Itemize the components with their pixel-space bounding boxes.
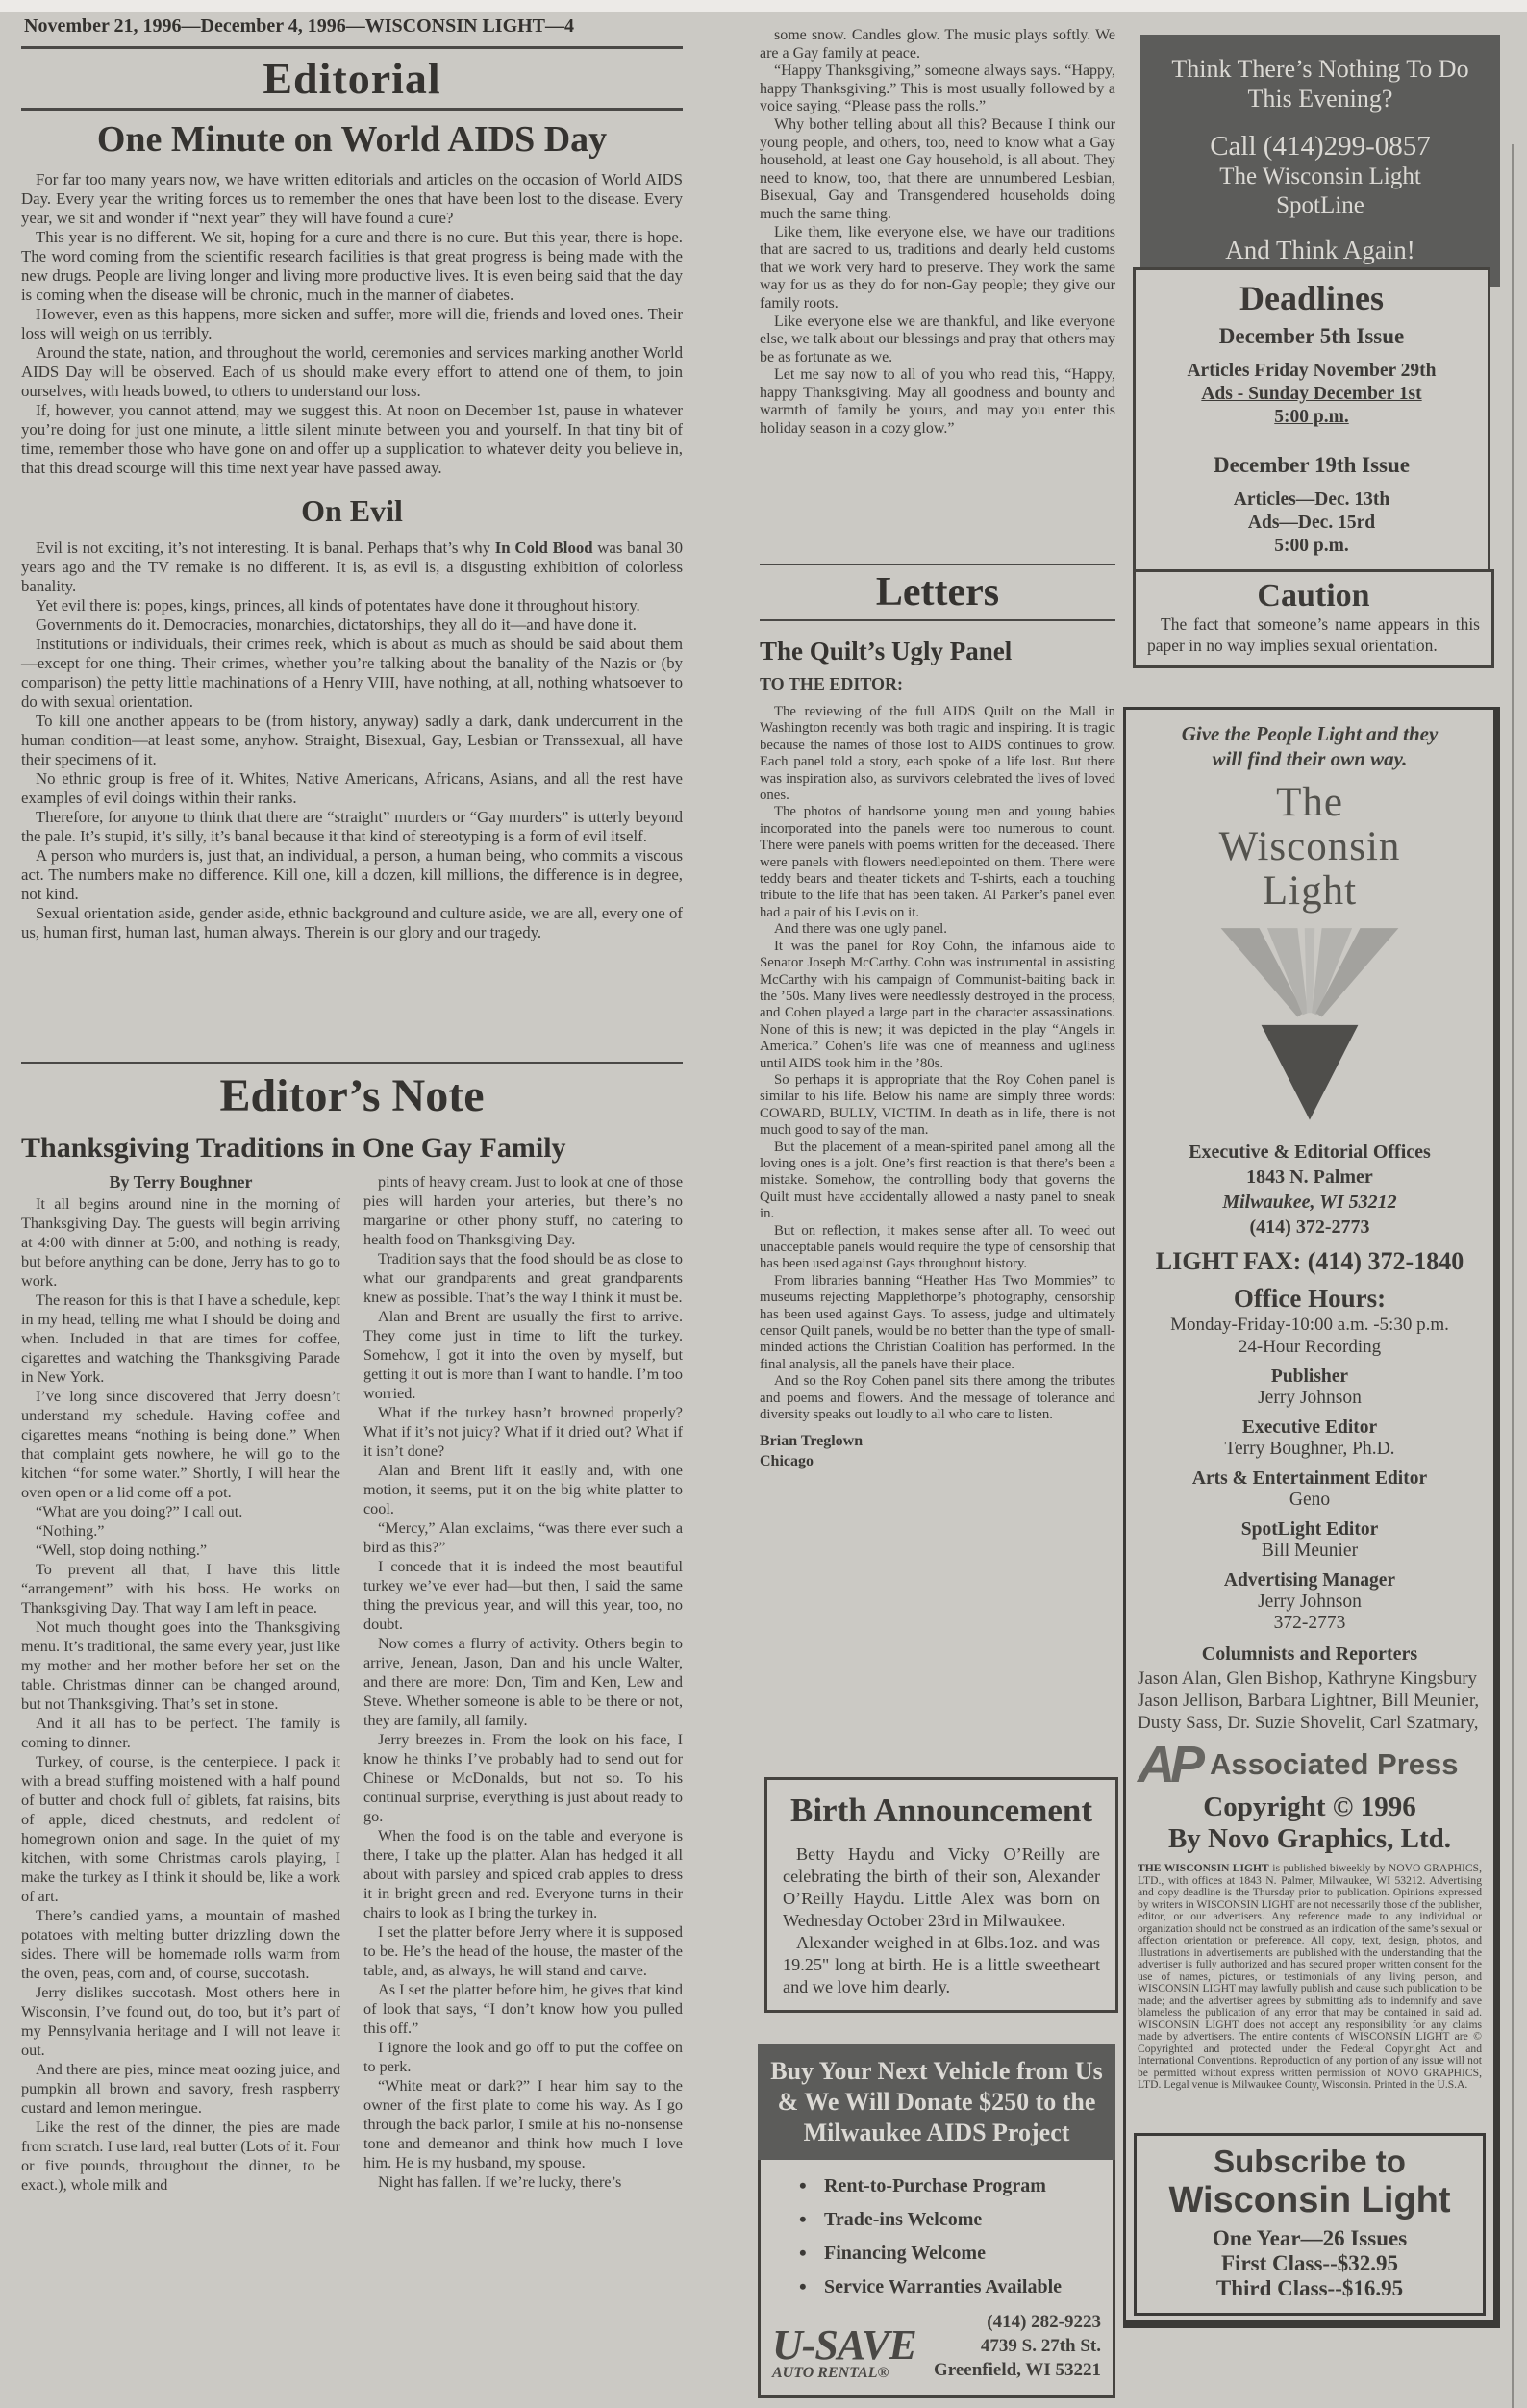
spotline-tagline: And Think Again! bbox=[1225, 236, 1415, 264]
letters-section bbox=[760, 560, 1115, 1471]
story-paragraph: I’ve long since discovered that Jerry doesn’t understand my schedule. Having coffee and cigarettes means “nothing is being done.” When that complaint gets nowhere, he will go to the kitchen “for some water.” Shortly, I will hear the oven open or a lid come off a pot. bbox=[21, 1388, 340, 1501]
on-evil-paragraph: Yet evil there is: popes, kings, princes, all kinds of potentates have done it throughout history. bbox=[36, 596, 640, 615]
usave-footer bbox=[772, 2310, 1101, 2382]
col1-paragraphs bbox=[21, 1194, 340, 2195]
office-city: Milwaukee, WI 53212 bbox=[1222, 1191, 1397, 1213]
editors-note-col2 bbox=[363, 1172, 683, 2195]
birth-body bbox=[783, 1844, 1100, 1998]
story-paragraph: Alan and Brent lift it easily and, with one motion, it seems, put it on the big white platter to cool. bbox=[363, 1462, 683, 1518]
staff-entry bbox=[1138, 1519, 1482, 1562]
editors-note-section bbox=[21, 1058, 683, 2404]
story-paragraph: Like everyone else we are thankful, and like everyone else, we talk about our blessings and pray that others may be as fortunate as we. bbox=[760, 313, 1115, 365]
editorial-paragraph: Around the state, nation, and throughout the world, ceremonies and services marking another World AIDS Day will be observed. Each of us should make every effort to attend one of them, to join ourselves, with heads bowed, to others to understand our loss. bbox=[21, 343, 683, 400]
staff-entry bbox=[1138, 1417, 1482, 1460]
spotline-name1: The Wisconsin Light bbox=[1219, 163, 1421, 189]
story-paragraph: Why bother telling about all this? Because I think our young people, and others, too, need to know what a Gay household, at least one Gay household, is all about. They need to know, too, that there are unnumbered Lesbian, Bisexual, Gay and Transgendered households doing much the same thing. bbox=[760, 115, 1115, 222]
story-paragraph: I concede that it is indeed the most beautiful turkey we’ve ever had—but then, I said the same thing the previous year, and will this year, too, no doubt. bbox=[363, 1558, 683, 1633]
deadlines-title: Deadlines bbox=[1239, 279, 1384, 317]
letter-paragraph: So perhaps it is appropriate that the Roy Cohen panel is similar to his life. Below his name are simply three words: COWARD, BULLY, VICTIM. In death as in life, there is not much good to say of the man. bbox=[760, 1071, 1115, 1139]
editorial-paragraph: If, however, you cannot attend, may we suggest this. At noon on December 1st, pause in whatever you’re doing for just one minute, a little silent minute between you and yourself. In that tiny bit of time, remember those who have gone on and offer up a supplication to whatever deity you believe in, that this dread scourge will this time next year have passed away. bbox=[21, 401, 683, 477]
wisconsin-light-logo bbox=[1138, 921, 1482, 1138]
issue1-time: 5:00 p.m. bbox=[1274, 407, 1349, 427]
spotline-name2: SpotLine bbox=[1276, 192, 1364, 218]
usave-bullet: • Service Warranties Available bbox=[799, 2276, 1101, 2298]
letter-headline: The Quilt’s Ugly Panel bbox=[760, 637, 1013, 665]
caution-box bbox=[1133, 569, 1494, 668]
on-evil-paragraph: Therefore, for anyone to think that there are “straight” murders or “Gay murders” is utterly beyond the pale. It’s stupid, it’s silly, it’s banal because it that kind of stereotyping is a form of evil itself. bbox=[21, 808, 683, 845]
caution-body: The fact that someone’s name appears in this paper in no way implies sexual orientation. bbox=[1147, 615, 1480, 655]
associated-press-row bbox=[1138, 1736, 1482, 1793]
editors-note-col1 bbox=[21, 1172, 340, 2195]
letter-body bbox=[760, 704, 1115, 1423]
on-evil-paragraph: A person who murders is, just that, an individual, a person, a human being, who commits a viscous act. The numbers make no difference. Kill one, kill a dozen, kill millions, the difference is in degree, not kind. bbox=[21, 846, 683, 903]
letter-paragraph: From libraries banning “Heather Has Two Mommies” to museums rejecting Mapplethorpe’s photography, censorship has been used against Gays. To assess, judge and ultimately censor Quilt panels, would be no better than the type of small-minded actions the Christian Coalition has performed. In the final analysis, all the panels have their place. bbox=[760, 1272, 1115, 1372]
letter-paragraph: The reviewing of the full AIDS Quilt on the Mall in Washington recently was both tragic and inspiring. It is tragic because the names of those lost to AIDS continues to grow. Each panel told a story, each spoke of a life lost. But there was inspiration also, as survivors celebrated the lives of loved ones. bbox=[760, 704, 1115, 804]
story-paragraph: Now comes a flurry of activity. Others begin to arrive, Jenean, Jason, Dan and his uncle Walter, and there are more: Don, Tim and Ken, Lew and Steve. Whether someone is able to be there or not, they are family, all family. bbox=[363, 1635, 683, 1729]
page-header: November 21, 1996—December 4, 1996—WISCONSIN LIGHT—4 bbox=[24, 15, 575, 37]
staff-role: Publisher bbox=[1270, 1367, 1349, 1387]
story-paragraph: To prevent all that, I have this little “arrangement” with his boss. He works on Thanksgiving Day. That way I am left in peace. bbox=[21, 1561, 340, 1617]
subscribe-line1: Subscribe to bbox=[1214, 2144, 1406, 2179]
issue1-articles: Articles Friday November 29th bbox=[1187, 361, 1437, 381]
staff-role: SpotLight Editor bbox=[1240, 1519, 1379, 1540]
divider bbox=[21, 108, 683, 111]
story-paragraph: “Nothing.” bbox=[36, 1522, 105, 1540]
story-paragraph: What if the turkey hasn’t browned properly? What if it’s not juicy? What if it dried out? What if it isn’t done? bbox=[363, 1404, 683, 1460]
col3-paragraphs bbox=[760, 27, 1115, 439]
editorial-paragraph: For far too many years now, we have written editorials and articles on the occasion of World AIDS Day. Every year the writing forces us to remember the ones that have been lost to the disease. Every year, we sit and wonder if “next year” they will have found a cure? bbox=[21, 170, 683, 227]
divider bbox=[21, 46, 683, 49]
usave-ad-headline: Buy Your Next Vehicle from Us & We Will Donate $250 to the Milwaukee AIDS Project bbox=[758, 2044, 1115, 2160]
staff-name: Jerry Johnson bbox=[1258, 1388, 1362, 1408]
editorial-headline: One Minute on World AIDS Day bbox=[96, 119, 608, 160]
ap-logo-icon: AP bbox=[1138, 1736, 1201, 1793]
scan-artifact-top bbox=[0, 0, 1527, 12]
story-paragraph: some snow. Candles glow. The music plays softly. We are a Gay family at peace. bbox=[760, 27, 1115, 62]
story-paragraph: “Happy Thanksgiving,” someone always says. “Happy, happy Thanksgiving.” This is most usually followed by a voice saying, “Please pass the rolls.” bbox=[760, 63, 1115, 115]
usave-ad-body bbox=[758, 2160, 1115, 2398]
byline: By Terry Boughner bbox=[109, 1172, 253, 1191]
caution-title: Caution bbox=[1257, 578, 1370, 614]
columnists-heading: Columnists and Reporters bbox=[1201, 1643, 1418, 1665]
on-evil-headline: On Evil bbox=[301, 493, 403, 528]
office-hours-line1: Monday-Friday-10:00 a.m. -5:30 p.m. bbox=[1170, 1315, 1449, 1335]
on-evil-paragraph: To kill one another appears to be (from history, anyway) sadly a dark, dank undercurrent in the human condition—at least some, anyhow. Straight, Bisexual, Gay, Lesbian or Transsexual, all have their specimens of it. bbox=[21, 712, 683, 768]
staff-role: Executive Editor bbox=[1241, 1417, 1378, 1438]
signature-city: Chicago bbox=[760, 1453, 814, 1470]
staff-name: Geno bbox=[1289, 1490, 1331, 1510]
usave-brand-sub: AUTO RENTAL® bbox=[772, 2365, 889, 2381]
usave-bullet: • Trade-ins Welcome bbox=[799, 2209, 1101, 2231]
book-title-bold: In Cold Blood bbox=[494, 539, 593, 557]
usave-ad bbox=[758, 2044, 1115, 2398]
fine-print-body: is published biweekly by NOVO GRAPHICS, LTD., with offices at 1843 N. Palmer, Milwaukee, WI 53212. Advertising and copy deadline is the Thursday prior to publication. Opinions expressed by writers in WISCONSIN LIGHT are not necessarily those of the publisher, editor, or our advertisers. Any reference made to any individual or organization should not be construed as an indication of the same’s sexual or affection orientation or preference. All copy, text, design, photos, and illustrations in advertisements are published with the understanding that the advertiser is fully authorized and has secured proper written consent for the use of names, pictures, or testimonials of any living person, and WISCONSIN LIGHT may lawfully publish and cause such publication to be made; and the advertiser agrees by submitting ads to indemnify and save blameless the publication of any error that may be contained in said ad. WISCONSIN LIGHT does not accept any responsibility for any claims made by advertisers. The entire contents of WISCONSIN LIGHT are © Copyrighted and protected under the Federal Copyright Act and International Conventions. Reproduction of any portion of any issue will not be permitted without express written permission of NOVO GRAPHICS, LTD. Legal venue is Milwaukee County, Wisconsin. Printed in the U.S.A. bbox=[1138, 1863, 1482, 2091]
letter-paragraph: And there was one ugly panel. bbox=[774, 921, 947, 938]
on-evil-body bbox=[21, 539, 683, 942]
issue1-name: December 5th Issue bbox=[1218, 324, 1405, 348]
paper-name-line3: Light bbox=[1262, 868, 1358, 914]
story-paragraph: The reason for this is that I have a schedule, kept in my head, telling me what I should be doing and when. Included in that are times for coffee, cigarettes and watching the Thanksgiving Parade in New York. bbox=[21, 1292, 340, 1386]
divider bbox=[760, 619, 1115, 621]
birth-title: Birth Announcement bbox=[789, 1792, 1093, 1829]
on-evil-paragraph: No ethnic group is free of it. Whites, Native Americans, Africans, Asians, and all the rest have examples of evil doings within their ranks. bbox=[21, 769, 683, 807]
story-paragraph: Like the rest of the dinner, the pies are made from scratch. I use lard, real butter (Lots of it. Four or five pounds, throughout the dinner, to be exact.), whole milk and bbox=[21, 2119, 340, 2194]
story-paragraph: Tradition says that the food should be as close to what our grandparents and great grandparents knew as possible. That’s the way I think it must be. bbox=[363, 1250, 683, 1306]
usave-brand: U-SAVE bbox=[772, 2321, 916, 2369]
divider bbox=[760, 564, 1115, 565]
story-paragraph: Jerry dislikes succotash. Most others here in Wisconsin, I’ve found out, do too, but it’s part of my Pennsylvania heritage and I will not leave it out. bbox=[21, 1984, 340, 2059]
staff-role: Advertising Manager bbox=[1223, 1570, 1396, 1591]
subscribe-box bbox=[1134, 2133, 1486, 2316]
usave-contact bbox=[934, 2310, 1101, 2382]
light-rays-triangle-icon bbox=[1209, 921, 1411, 1133]
letters-title: Letters bbox=[875, 570, 1000, 615]
letter-paragraph: It was the panel for Roy Cohn, the infamous aide to Senator Joseph McCarthy. Cohn was instrumental in assisting McCarthy with his campaign of Communist-baiting back in the ’50s. Many lives were needlessly destroyed in the process, and Cohen played a large part in the character assassinations. None of this is new; it was depicted in the play “Angels in America.” Cohen’s life was one of meanness and ugliness until AIDS took him in the ’80s. bbox=[760, 938, 1115, 1071]
story-paragraph: “Well, stop doing nothing.” bbox=[36, 1542, 208, 1559]
masthead-slogan-line1: Give the People Light and they bbox=[1181, 722, 1439, 745]
signature-name: Brian Treglown bbox=[760, 1433, 864, 1450]
story-paragraph: “What are you doing?” I call out. bbox=[36, 1503, 243, 1520]
copyright-line1: Copyright © 1996 bbox=[1203, 1792, 1416, 1822]
staff-name: Terry Boughner, Ph.D. bbox=[1224, 1439, 1395, 1459]
deadlines-box bbox=[1133, 267, 1490, 575]
story-paragraph: I set the platter before Jerry where it is supposed to be. He’s the head of the house, the master of the table, and, as always, he will stand and carve. bbox=[363, 1923, 683, 1979]
usave-address2: Greenfield, WI 53221 bbox=[934, 2360, 1101, 2380]
issue1-ads: Ads - Sunday December 1st bbox=[1201, 384, 1422, 404]
subscribe-line2: Wisconsin Light bbox=[1168, 2180, 1451, 2220]
office-hours-heading: Office Hours: bbox=[1233, 1284, 1387, 1313]
story-paragraph: Turkey, of course, is the centerpiece. I pack it with a bread stuffing moistened with a half pound of butter and chock full of giblets, fat raisins, bits of apple, diced chestnuts, and redolent of homegrown onion and sage. In the quiet of my kitchen, with some Christmas carols playing, I make the turkey as I think it should be, like a work of art. bbox=[21, 1753, 340, 1905]
story-paragraph: And it all has to be perfect. The family is coming to dinner. bbox=[21, 1715, 340, 1751]
story-paragraph: Not much thought goes into the Thanksgiving menu. It’s traditional, the same every year, just like my mother and her mother before her set on the table. Christmas dinner can be changed around, but not Thanksgiving. That’s set in stone. bbox=[21, 1618, 340, 1713]
staff-name: Jerry Johnson bbox=[1258, 1592, 1362, 1612]
on-evil-paragraphs bbox=[21, 596, 683, 942]
editorial-body bbox=[21, 170, 683, 478]
editors-note-columns bbox=[21, 1172, 683, 2195]
text-run: Evil is not exciting, it’s not interesting. It is banal. Perhaps that’s why bbox=[36, 539, 495, 557]
col2-paragraphs bbox=[363, 1172, 683, 2192]
issue2-deadlines bbox=[1143, 489, 1480, 557]
issue2-articles: Articles—Dec. 13th bbox=[1233, 489, 1390, 510]
staff-entry bbox=[1138, 1570, 1482, 1634]
story-paragraph: “Mercy,” Alan exclaims, “was there ever such a bird as this?” bbox=[363, 1519, 683, 1556]
on-evil-paragraph: Sexual orientation aside, gender aside, ethnic background and culture aside, we are all, every one of us, human first, human last, human always. Therein is our glory and our tragedy. bbox=[21, 904, 683, 941]
office-phone: (414) 372-2773 bbox=[1249, 1217, 1370, 1238]
editors-note-title: Editor’s Note bbox=[219, 1070, 485, 1121]
paper-name-line2: Wisconsin bbox=[1218, 824, 1401, 869]
usave-bullet-list bbox=[772, 2175, 1101, 2298]
staff-phone: 372-2773 bbox=[1273, 1613, 1346, 1633]
usave-bullet: • Financing Welcome bbox=[799, 2243, 1101, 2265]
usave-phone: (414) 282-9223 bbox=[987, 2312, 1101, 2332]
issue2-ads: Ads—Dec. 15rd bbox=[1247, 513, 1376, 533]
birth-announcement-box bbox=[764, 1777, 1118, 2013]
usave-address1: 4739 S. 27th St. bbox=[980, 2336, 1101, 2356]
offices-heading: Executive & Editorial Offices bbox=[1189, 1141, 1431, 1163]
fax-number: LIGHT FAX: (414) 372-1840 bbox=[1155, 1247, 1464, 1275]
story-paragraph: pints of heavy cream. Just to look at one of those pies will harden your arteries, but there’s no margarine or other phony stuff, no catering to health food on Thanksgiving Day. bbox=[363, 1173, 683, 1248]
story-continuation-column bbox=[760, 27, 1115, 551]
story-paragraph: “White meat or dark?” I hear him say to the owner of the first plate to come his way. As I go through the back parlor, I smile at his no-nonsense tone and demeanor and think how much I love him. He is my husband, my spouse. bbox=[363, 2077, 683, 2171]
masthead-box bbox=[1123, 707, 1500, 2328]
scan-artifact-edge bbox=[1512, 144, 1514, 2408]
story-paragraph: When the food is on the table and everyone is there, I take up the platter. Alan has hedged it all about with parsley and spiced crab apples to dress it in bright green and red. Everyone turns in their chairs to look as I bring the turkey in. bbox=[363, 1827, 683, 1921]
story-paragraph: Like them, like everyone else, we have our traditions that are sacred to us, traditions and dearly held customs that we work very hard to preserve. They work the same way for us as they do for non-Gay people; they give our family roots. bbox=[760, 223, 1115, 312]
text-run: was banal 30 years ago and the TV remake is no different. It is, as evil is, a disgusting exhibition of colorless banality. bbox=[21, 539, 683, 595]
story-paragraph: Let me say now to all of you who read this, “Happy, happy Thanksgiving. May all goodness and bounty and warmth of family be yours, and may you enter this holiday season in a cozy glow.” bbox=[760, 366, 1115, 438]
editorial-section bbox=[21, 42, 683, 942]
on-evil-paragraph: Institutions or individuals, their crimes reek, which is about as much as should be said about them—except for one thing. Their crimes, whether you’re talking about the banality of the Nazis or (by comparison) the petty little machinations of a Henry VIII, have nothing, at all, nothing whatsoever to do with sexual orientation. bbox=[21, 635, 683, 711]
spotline-ad bbox=[1140, 35, 1500, 287]
staff-entry bbox=[1138, 1468, 1482, 1511]
story-paragraph: As I set the platter before him, he gives that kind of look that says, “I don’t know how you pulled this off.” bbox=[363, 1981, 683, 2037]
spotline-phone: Call (414)299-0857 bbox=[1210, 131, 1431, 162]
letter-paragraph: But the placement of a mean-spirited panel among all the loving ones is a jolt. One’s first reaction is that there’s been a mistake. Somehow, the controlling body that governs the Quilt must have accidentally allowed a nasty panel to sneak in. bbox=[760, 1139, 1115, 1222]
columnists-names: Jason Alan, Glen Bishop, Kathryne Kingsbury Jason Jellison, Barbara Lightner, Bill Meunier, Dusty Sass, Dr. Suzie Shovelit, Carl Szatmary, bbox=[1138, 1668, 1480, 1733]
story-paragraph: It all begins around nine in the morning of Thanksgiving Day. The guests will begin arriving at 4:00 with dinner at 5:00, and nothing is ready, but before anything can be done, Jerry has to go to work. bbox=[21, 1195, 340, 1290]
staff-name: Bill Meunier bbox=[1261, 1541, 1359, 1561]
office-hours-line2: 24-Hour Recording bbox=[1238, 1337, 1382, 1357]
issue2-name: December 19th Issue bbox=[1214, 453, 1410, 477]
issue2-time: 5:00 p.m. bbox=[1274, 536, 1349, 556]
divider bbox=[21, 1062, 683, 1064]
subscribe-term: One Year—26 Issues bbox=[1212, 2226, 1408, 2250]
story-paragraph: Jerry breezes in. From the look on his face, I know he thinks I’ve probably had to send out for Chinese or McDonalds, but not so. To his continual surprise, everything is just about ready to go. bbox=[363, 1731, 683, 1825]
birth-paragraph: Alexander weighed in at 6lbs.1oz. and was 19.25" long at birth. He is a little sweetheart and we love him dearly. bbox=[783, 1933, 1100, 1996]
staff-list bbox=[1138, 1367, 1482, 1634]
thanksgiving-headline: Thanksgiving Traditions in One Gay Family bbox=[21, 1132, 566, 1164]
masthead-slogan-line2: will find their own way. bbox=[1212, 747, 1408, 770]
ap-label: Associated Press bbox=[1210, 1747, 1459, 1781]
story-paragraph: I ignore the look and go off to put the coffee on to perk. bbox=[363, 2039, 683, 2075]
letter-paragraph: The photos of handsome young men and young babies incorporated into the panels were too numerous to count. There were panels with poems written for the deceased. There were panels with flowers needlepointed on them. There were teddy bears and theater tickets and T-shirts, each a touching tribute to the life that has been taken. Al Parker’s panel even had a pair of his Levis on it. bbox=[760, 804, 1115, 920]
subscribe-first-class-price: First Class--$32.95 bbox=[1221, 2251, 1398, 2275]
spotline-question: Think There’s Nothing To Do This Evening? bbox=[1171, 55, 1469, 113]
copyright-line2: By Novo Graphics, Ltd. bbox=[1167, 1823, 1452, 1854]
story-paragraph: And there are pies, mince meat oozing juice, and pumpkin all brown and savory, fresh raspberry custard and lemon meringue. bbox=[21, 2061, 340, 2117]
office-address: 1843 N. Palmer bbox=[1246, 1166, 1373, 1188]
story-paragraph: Night has fallen. If we’re lucky, there’s bbox=[378, 2173, 622, 2191]
story-paragraph: Alan and Brent are usually the first to arrive. They come just in time to lift the turkey. Somehow, I got it into the oven by myself, but getting it out is more than I want to handle. I’m too worried. bbox=[363, 1308, 683, 1402]
editorial-paragraph: However, even as this happens, more sicken and suffer, more will die, friends and loved ones. Their loss will weigh on us terribly. bbox=[21, 305, 683, 342]
paper-name-line1: The bbox=[1276, 780, 1343, 825]
issue1-deadlines bbox=[1143, 361, 1480, 428]
usave-bullet: • Rent-to-Purchase Program bbox=[799, 2175, 1101, 2197]
on-evil-paragraph: Governments do it. Democracies, monarchies, dictatorships, they all do it—and have done it. bbox=[36, 615, 637, 634]
on-evil-paragraph bbox=[21, 539, 683, 596]
staff-role: Arts & Entertainment Editor bbox=[1191, 1468, 1428, 1489]
subscribe-third-class-price: Third Class--$16.95 bbox=[1215, 2276, 1404, 2300]
editorial-section-title: Editorial bbox=[263, 54, 441, 103]
letter-paragraph: And so the Roy Cohen panel sits there among the tributes and poems and flowers. And the message of tolerance and diversity speaks out loudly to all who care to listen. bbox=[760, 1373, 1115, 1423]
story-paragraph: There’s candied yams, a mountain of mashed potatoes with melting butter drizzling down the sides. There will be homemade rolls warm from the oven, peas, corn and, of course, succotash. bbox=[21, 1907, 340, 1982]
fine-print-lead: THE WISCONSIN LIGHT bbox=[1138, 1863, 1269, 1874]
birth-paragraph: Betty Haydu and Vicky O’Reilly are celebrating the birth of their son, Alexander O’Reilly Haydu. Little Alex was born on Wednesday October 23rd in Milwaukee. bbox=[783, 1844, 1100, 1930]
usave-logo bbox=[772, 2321, 916, 2382]
staff-entry bbox=[1138, 1367, 1482, 1409]
editorial-paragraph: This year is no different. We sit, hoping for a cure and there is no cure. But this year, there is hope. The word coming from the scientific research facilities is that great progress is being made with the new drugs. People are living longer and living more productive lives. It is even being said that the day is coming when the disease will be chronic, much in the manner of diabetes. bbox=[21, 228, 683, 304]
letter-paragraph: But on reflection, it makes sense after all. To weed out unacceptable panels would require the type of censorship that has been used against Gays throughout history. bbox=[760, 1222, 1115, 1272]
letter-salutation: TO THE EDITOR: bbox=[760, 674, 904, 693]
